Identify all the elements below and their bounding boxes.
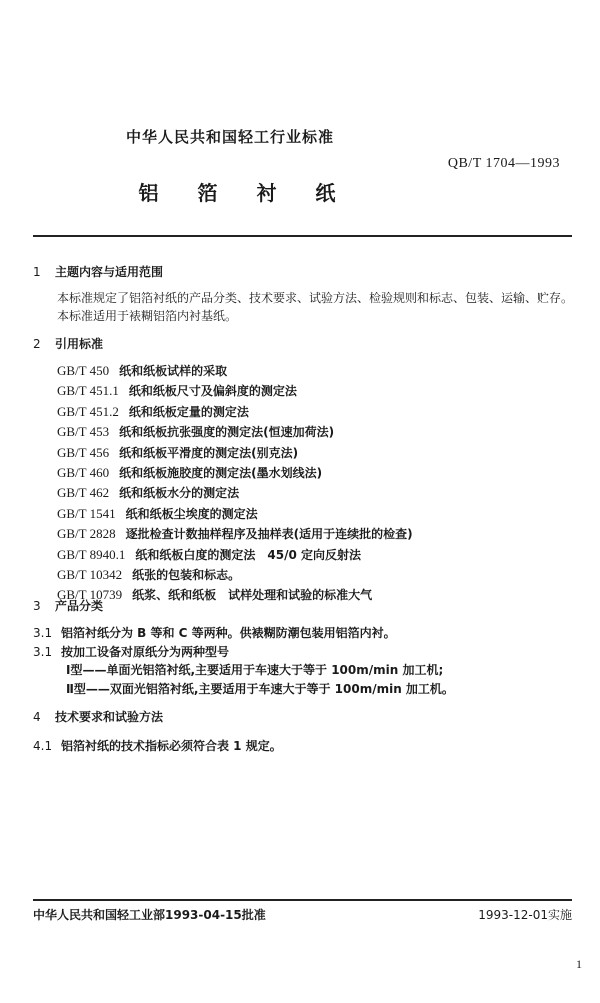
- section-title: 主题内容与适用范围: [55, 265, 164, 279]
- clause-3-1: [33, 624, 396, 641]
- reference-title: 纸和纸板尘埃度的测定法: [125, 506, 258, 521]
- reference-item: [57, 382, 297, 399]
- reference-code: GB/T 8940.1: [57, 546, 126, 562]
- reference-code: GB/T 450: [57, 363, 110, 378]
- section-number: 3: [33, 599, 41, 613]
- section-3-heading: [33, 597, 103, 614]
- clause-number: 4.1: [33, 739, 53, 753]
- reference-title: 纸和纸板定量的测定法: [128, 404, 249, 419]
- clause-number: 3.1: [33, 626, 53, 640]
- reference-item: [57, 403, 249, 420]
- section-4-heading: [33, 708, 163, 725]
- section-number: 4: [33, 710, 41, 724]
- reference-title: 逐批检查计数抽样程序及抽样表(适用于连续批的检查): [125, 527, 413, 542]
- reference-title: 纸和纸板水分的测定法: [119, 486, 240, 501]
- footer-divider: [33, 899, 572, 901]
- effective-date: 1993-12-01实施: [478, 908, 572, 922]
- reference-code: GB/T 2828: [57, 526, 116, 542]
- reference-title: 纸和纸板抗张强度的测定法(恒速加荷法): [119, 425, 335, 440]
- reference-item: [57, 505, 258, 522]
- reference-item: [57, 444, 298, 461]
- clause-4-1: [33, 737, 282, 754]
- reference-code: GB/T 456: [57, 444, 110, 460]
- section-1-heading: [33, 263, 163, 280]
- section-title: 产品分类: [55, 599, 104, 613]
- clause-text: 按加工设备对原纸分为两种型号: [61, 645, 230, 659]
- reference-code: GB/T 10342: [57, 567, 123, 582]
- clause-text: 铝箔衬纸分为 B 等和 C 等两种。供裱糊防潮包装用铝箔内衬。: [61, 626, 396, 640]
- paragraph: 本标准适用于裱糊铝箔内衬基纸。: [57, 309, 238, 323]
- reference-code: GB/T 451.2: [57, 403, 119, 419]
- reference-code: GB/T 453: [57, 424, 110, 440]
- reference-code: GB/T 460: [57, 465, 110, 480]
- reference-title: 纸和纸板施胶度的测定法(墨水划线法): [119, 466, 323, 480]
- reference-title: 纸和纸板试样的采取: [119, 364, 228, 378]
- section-title: 引用标准: [55, 337, 104, 351]
- reference-item: [57, 362, 227, 379]
- reference-title: 纸浆、纸和纸板 试样处理和试验的标准大气: [132, 588, 373, 603]
- reference-title: 纸和纸板尺寸及偏斜度的测定法: [128, 384, 297, 399]
- reference-item: [57, 484, 239, 501]
- reference-item: [57, 464, 322, 481]
- type-2-description: Ⅱ型——双面光铝箔衬纸,主要适用于车速大于等于 100m/min 加工机。: [66, 682, 454, 696]
- reference-code: GB/T 451.1: [57, 383, 119, 399]
- section-title: 技术要求和试验方法: [55, 710, 164, 724]
- section-2-heading: [33, 335, 103, 352]
- reference-title: 纸和纸板平滑度的测定法(别克法): [119, 445, 299, 460]
- reference-item: [57, 566, 240, 583]
- reference-code: GB/T 10739: [57, 587, 123, 603]
- reference-item: [57, 423, 334, 440]
- paragraph: 本标准规定了铝箔衬纸的产品分类、技术要求、试验方法、检验规则和标志、包装、运输、贮存。: [57, 291, 574, 305]
- page-number: 1: [576, 957, 582, 971]
- clause-text: 铝箔衬纸的技术指标必须符合表 1 规定。: [61, 739, 282, 753]
- type-1-description: Ⅰ型——单面光铝箔衬纸,主要适用于车速大于等于 100m/min 加工机;: [66, 663, 444, 677]
- reference-code: GB/T 462: [57, 485, 110, 501]
- section-number: 1: [33, 265, 41, 279]
- clause-3-2: [33, 643, 229, 660]
- reference-item: [57, 525, 413, 542]
- document-title: 铝 箔 衬 纸: [138, 181, 352, 205]
- reference-title: 纸张的包装和标志。: [132, 568, 241, 582]
- issuer-heading: 中华人民共和国轻工行业标准: [125, 128, 334, 146]
- approval-info: 中华人民共和国轻工业部1993-04-15批准: [33, 908, 266, 922]
- reference-item: [57, 546, 361, 563]
- clause-number: 3.1: [33, 645, 53, 659]
- reference-title: 纸和纸板白度的测定法 45/0 定向反射法: [135, 547, 362, 562]
- section-number: 2: [33, 337, 41, 351]
- reference-item: [57, 586, 372, 603]
- header-divider: [33, 235, 572, 237]
- reference-code: GB/T 1541: [57, 505, 116, 521]
- standard-code: QB/T 1704—1993: [447, 156, 560, 171]
